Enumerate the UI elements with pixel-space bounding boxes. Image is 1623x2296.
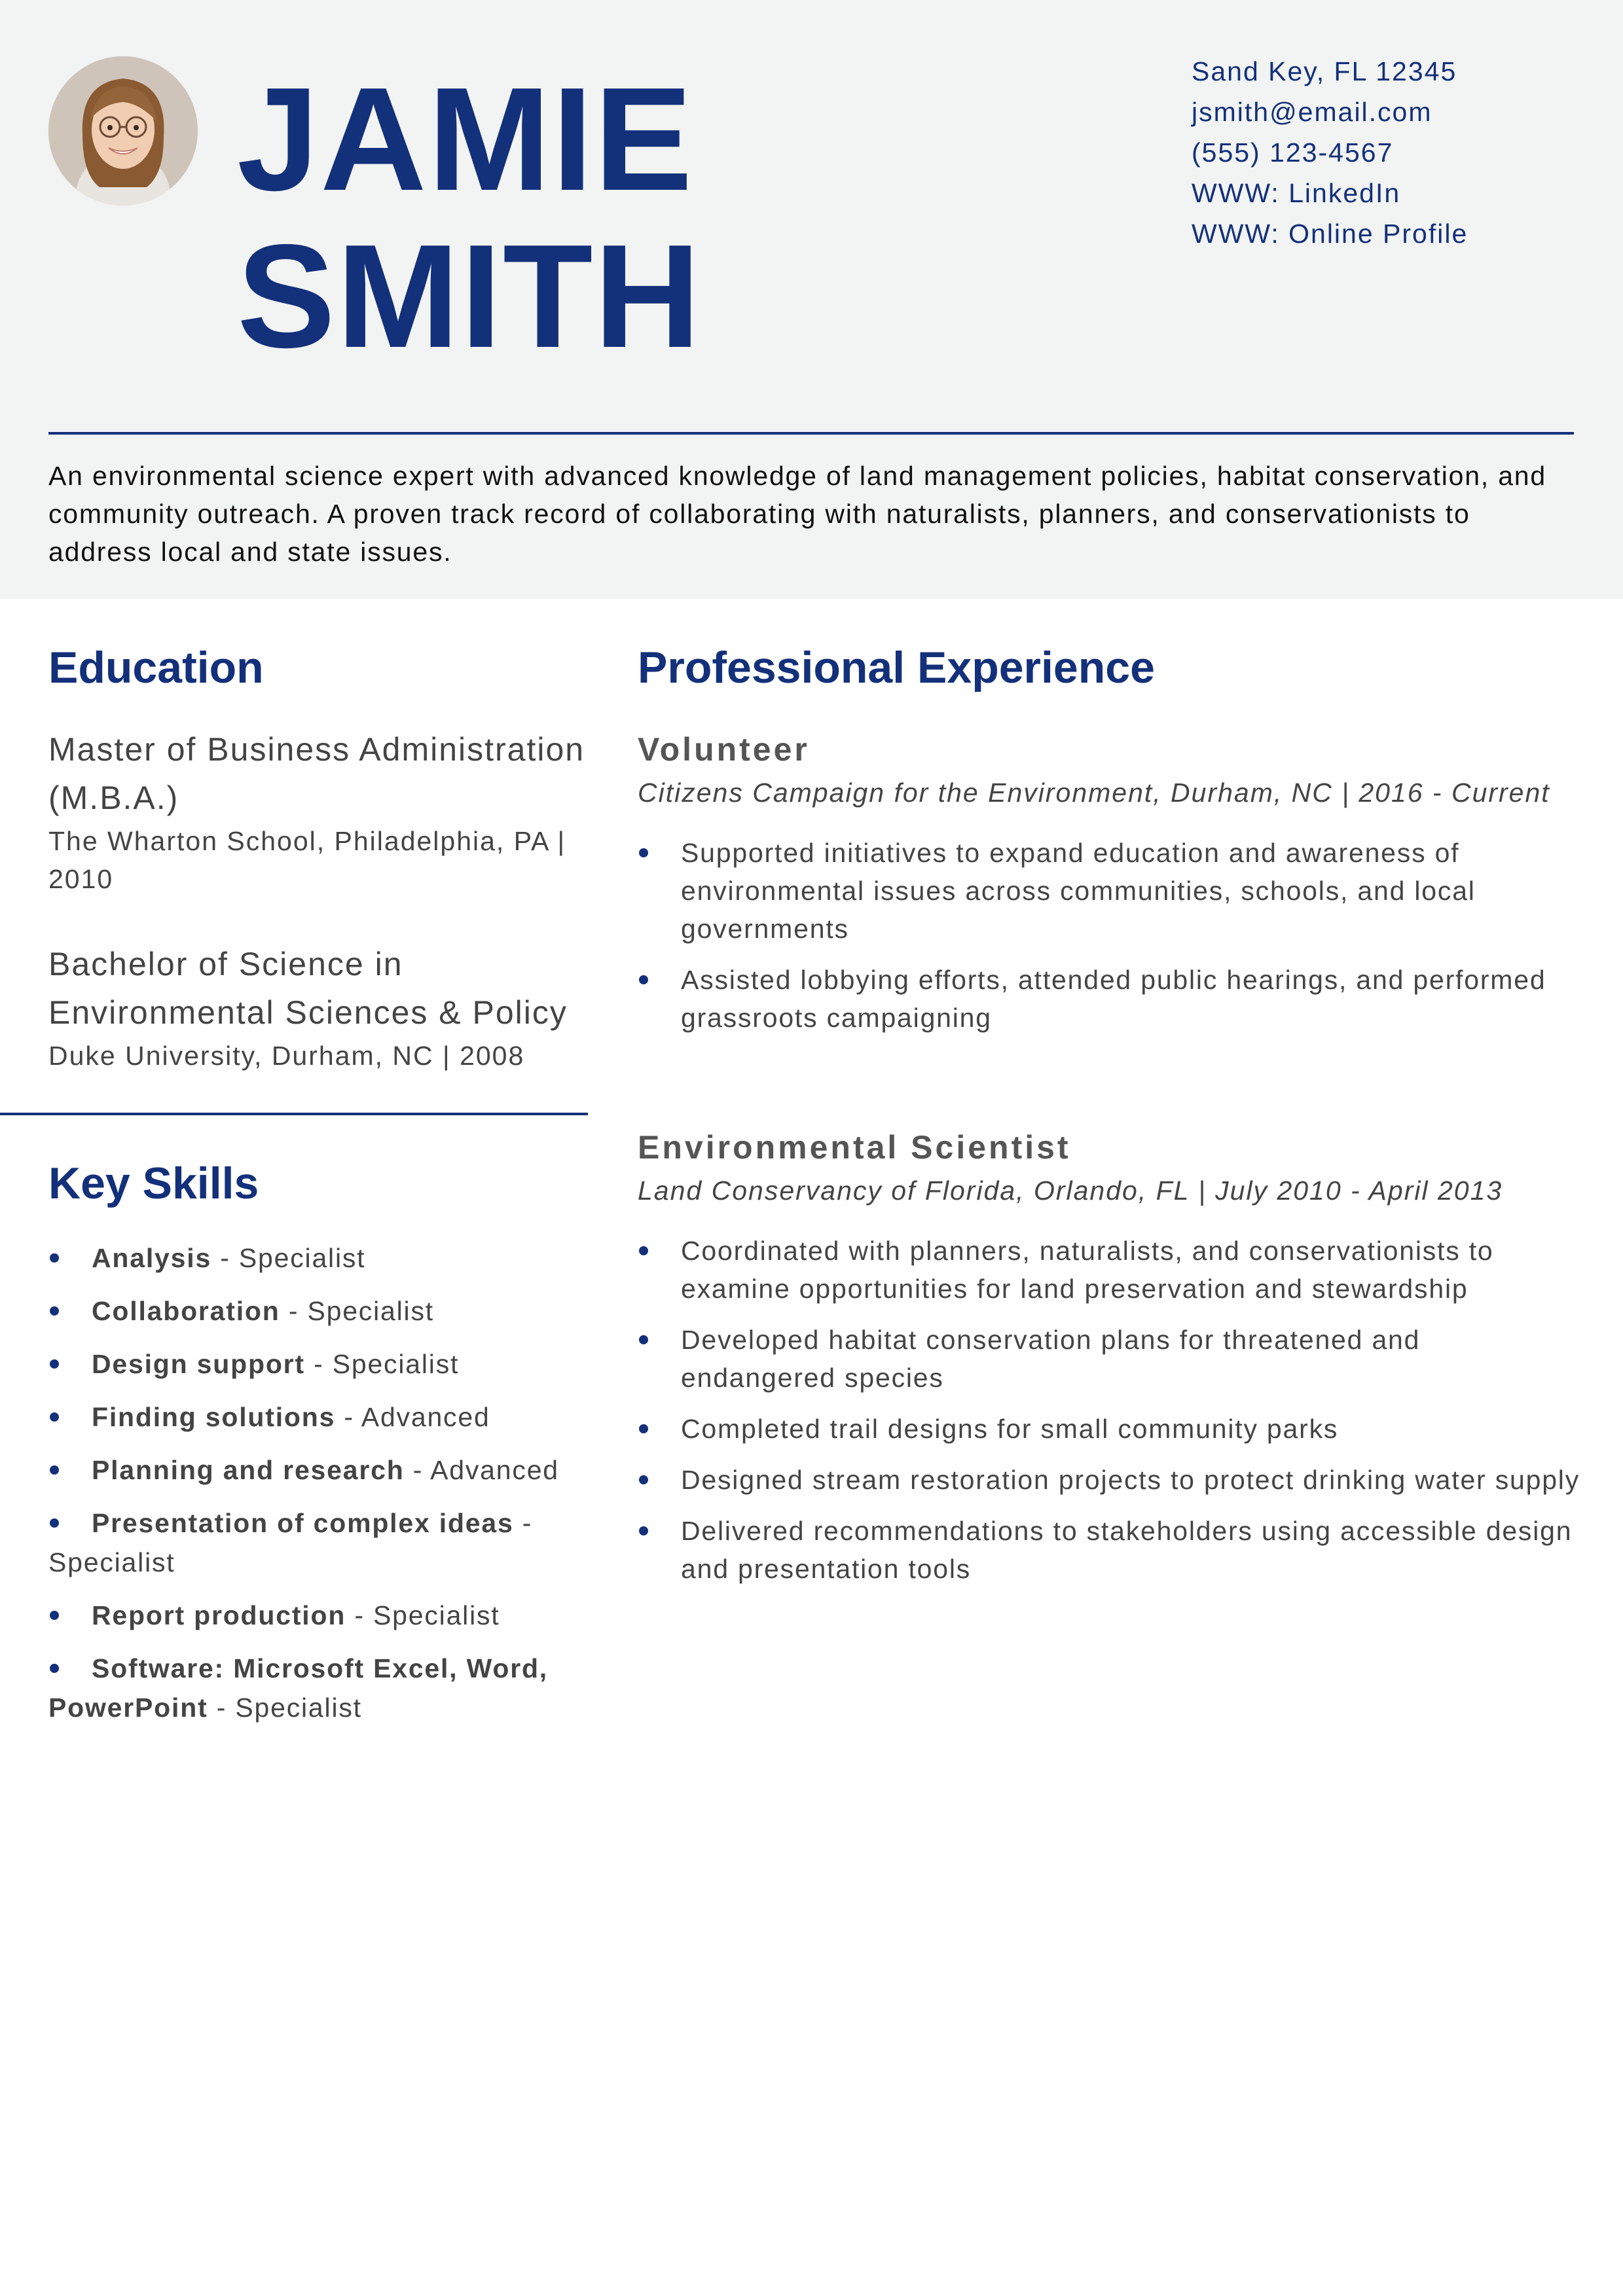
- bullet-icon: [50, 1412, 59, 1422]
- skill-name: Presentation of complex ideas: [92, 1508, 514, 1538]
- bullet-icon: [639, 1246, 648, 1255]
- skill-item: [48, 1503, 598, 1582]
- contact-email[interactable]: jsmith@email.com: [1192, 97, 1432, 127]
- skill-level: - Specialist: [304, 1349, 460, 1379]
- bullet-icon: [50, 1611, 59, 1620]
- job-bullet: [638, 961, 1580, 1037]
- education-heading: Education: [48, 643, 264, 692]
- bullet-text: Supported initiatives to expand education and awareness of environmental issues across communities, schools, and local governments: [681, 838, 1476, 944]
- job-bullet: [638, 1512, 1580, 1588]
- bullet-text: Assisted lobbying efforts, attended public hearings, and performed grassroots campaigning: [681, 965, 1546, 1033]
- job-bullet: [638, 1232, 1580, 1308]
- profile-photo-image: [48, 56, 198, 206]
- skills-list: [48, 1238, 598, 1741]
- bullet-text: Delivered recommendations to stakeholders using accessible design and presentation tools: [681, 1516, 1573, 1584]
- summary-text: An environmental science expert with advanced knowledge of land management policies, habitat conservation, and community outreach. A proven track record of collaborating with naturalists, planners, and conservationists to address local and state issues.: [48, 461, 1546, 567]
- job-entry: [638, 1123, 1580, 1601]
- skill-level: - Specialist: [346, 1600, 500, 1630]
- skill-name: Analysis: [92, 1243, 212, 1273]
- education-item: [48, 940, 598, 1075]
- skill-name: Finding solutions: [92, 1402, 336, 1432]
- skill-item: [48, 1649, 598, 1727]
- contact-phone[interactable]: (555) 123-4567: [1192, 137, 1394, 168]
- job-entry: [638, 725, 1580, 1050]
- skill-level: - Advanced: [404, 1455, 559, 1485]
- contact-block: [1192, 51, 1584, 254]
- last-name: SMITH: [237, 213, 702, 378]
- skill-item: [48, 1397, 598, 1437]
- bullet-icon: [639, 848, 648, 857]
- skill-level: - Specialist: [280, 1296, 434, 1326]
- job-bullets: [638, 1232, 1580, 1588]
- header-divider: [48, 432, 1574, 435]
- bullet-icon: [639, 1526, 648, 1535]
- job-meta: Citizens Campaign for the Environment, Durham, NC | 2016 - Current: [638, 778, 1550, 808]
- bullet-icon: [639, 1475, 648, 1484]
- bullet-text: Developed habitat conservation plans for threatened and endangered species: [681, 1325, 1421, 1393]
- job-title: Volunteer: [638, 731, 810, 768]
- bullet-icon: [639, 975, 648, 984]
- education-item: [48, 725, 598, 898]
- skill-name: Collaboration: [92, 1296, 280, 1326]
- job-bullet: [638, 1410, 1580, 1448]
- skill-level: - Specialist: [211, 1243, 366, 1273]
- skill-level: - Specialist: [48, 1508, 533, 1577]
- bullet-icon: [50, 1465, 59, 1475]
- job-bullets: [638, 834, 1580, 1037]
- skill-item: [48, 1596, 598, 1635]
- bullet-icon: [50, 1306, 59, 1316]
- experience-heading: Professional Experience: [638, 643, 1155, 692]
- skill-name: Design support: [92, 1349, 305, 1379]
- bullet-icon: [639, 1424, 648, 1433]
- first-name: JAMIE: [237, 56, 694, 221]
- bullet-icon: [50, 1664, 59, 1673]
- bullet-icon: [50, 1359, 59, 1369]
- degree-name: Master of Business Administration (M.B.A.): [48, 731, 585, 816]
- skill-name: Report production: [92, 1600, 346, 1630]
- skill-item: [48, 1238, 598, 1278]
- bullet-icon: [50, 1518, 59, 1528]
- job-bullet: [638, 1321, 1580, 1397]
- degree-name: Bachelor of Science in Environmental Sciences & Policy: [48, 946, 568, 1031]
- skill-name: Software: Microsoft Excel, Word, PowerPoint: [48, 1653, 549, 1723]
- skill-name: Planning and research: [92, 1455, 405, 1485]
- bullet-text: Completed trail designs for small community parks: [681, 1414, 1339, 1444]
- skills-heading: Key Skills: [48, 1158, 259, 1208]
- skill-level: - Advanced: [335, 1402, 490, 1432]
- skill-level: - Specialist: [208, 1693, 362, 1723]
- job-bullet: [638, 1461, 1580, 1499]
- school-info: Duke University, Durham, NC | 2008: [48, 1041, 525, 1071]
- job-title: Environmental Scientist: [638, 1129, 1071, 1166]
- contact-address: Sand Key, FL 12345: [1192, 56, 1457, 86]
- skill-item: [48, 1450, 598, 1490]
- bullet-icon: [50, 1253, 59, 1263]
- bullet-text: Designed stream restoration projects to protect drinking water supply: [681, 1465, 1580, 1495]
- skill-item: [48, 1344, 598, 1384]
- contact-linkedin[interactable]: WWW: LinkedIn: [1192, 178, 1401, 208]
- job-meta: Land Conservancy of Florida, Orlando, FL | July 2010 - April 2013: [638, 1175, 1503, 1206]
- skill-item: [48, 1291, 598, 1331]
- profile-photo: [48, 56, 198, 206]
- job-bullet: [638, 834, 1580, 948]
- bullet-icon: [639, 1335, 648, 1344]
- bullet-text: Coordinated with planners, naturalists, and conservationists to examine opportunities for land preservation and stewardship: [681, 1236, 1494, 1304]
- contact-online-profile[interactable]: WWW: Online Profile: [1192, 219, 1468, 249]
- education-divider: [0, 1113, 588, 1115]
- school-info: The Wharton School, Philadelphia, PA | 2010: [48, 826, 566, 894]
